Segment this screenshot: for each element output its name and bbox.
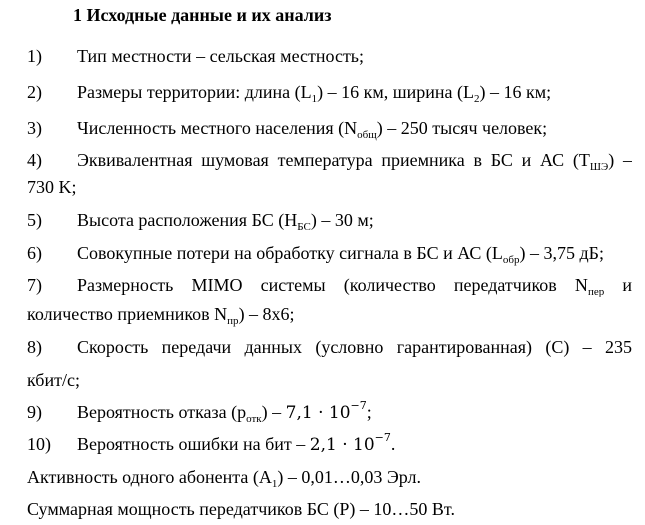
item-text: Совокупные потери на обработку сигнала в БС и АС $(L_{обр}) - 3,75$ дБ;	[77, 243, 604, 266]
list-item-2	[27, 80, 632, 104]
bit-error-formula: $2,1 \cdot 10^{-7}$	[309, 431, 391, 455]
section-heading: 1 Исходные данные и их анализ	[73, 5, 332, 25]
item-number: 8)	[27, 337, 42, 357]
item-number: 4)	[27, 150, 42, 170]
list-item-7-continuation	[27, 302, 632, 326]
paragraph-text: Суммарная мощность передатчиков БС (P) – 10…50 Вт.	[27, 499, 455, 519]
paragraph-text: Активность одного абонента $(A_1)$ – 0,01…0,03 Эрл.	[27, 467, 421, 490]
item-number: 6)	[27, 243, 42, 263]
list-item-4	[27, 148, 632, 172]
item-number: 7)	[27, 275, 42, 295]
item-text: Размерность MIMO системы (количество передатчиков $N_{пер}$ и	[77, 275, 632, 297]
item-number: 3)	[27, 118, 42, 138]
list-item-4-continuation	[27, 175, 632, 199]
list-item-10	[27, 432, 632, 456]
list-item-8	[27, 335, 632, 359]
transmitter-power	[27, 497, 632, 521]
probability-formula: $7,1 \cdot 10^{-7}$	[285, 399, 367, 423]
item-number: 5)	[27, 210, 42, 230]
list-item-9	[27, 400, 632, 424]
list-item-7	[27, 273, 632, 297]
item-text: Численность местного населения $(N_{общ}) - 250$ тысяч человек;	[77, 118, 548, 141]
item-text: Вероятность ошибки на бит – $2,1 \cdot 10^{-7}$.	[77, 431, 396, 455]
item-text-continuation: кбит/с;	[27, 370, 80, 390]
list-item-5	[27, 208, 632, 232]
item-number: 9)	[27, 402, 42, 422]
list-item-6	[27, 241, 632, 265]
item-text: Эквивалентная шумовая температура приемника в БС и АС $(T_{ШЭ})$ –	[77, 150, 632, 172]
list-item-3	[27, 116, 632, 140]
item-text: Скорость передачи данных (условно гарантированная) (C) – 235	[77, 337, 632, 357]
item-number: 2)	[27, 82, 42, 102]
item-text: Высота расположения БС $(H_{БС}) - 30$ м;	[77, 210, 374, 233]
list-item-1	[27, 44, 632, 68]
item-text: Размеры территории: длина $(L_1) - 16$ км, ширина $(L_2) - 16$ км;	[77, 82, 552, 105]
list-item-8-continuation	[27, 368, 632, 392]
item-text: Тип местности – сельская местность;	[77, 46, 365, 66]
item-number: 10)	[27, 434, 51, 454]
item-text-continuation: количество приемников $N_{пр}) - 8x6$;	[27, 304, 295, 327]
item-text-continuation: 730 K;	[27, 177, 77, 197]
item-text: Вероятность отказа $(p_{отк}) - 7,1 \cdot 10^{-7}$;	[77, 399, 372, 425]
subscriber-activity	[27, 465, 632, 489]
item-number: 1)	[27, 46, 42, 66]
